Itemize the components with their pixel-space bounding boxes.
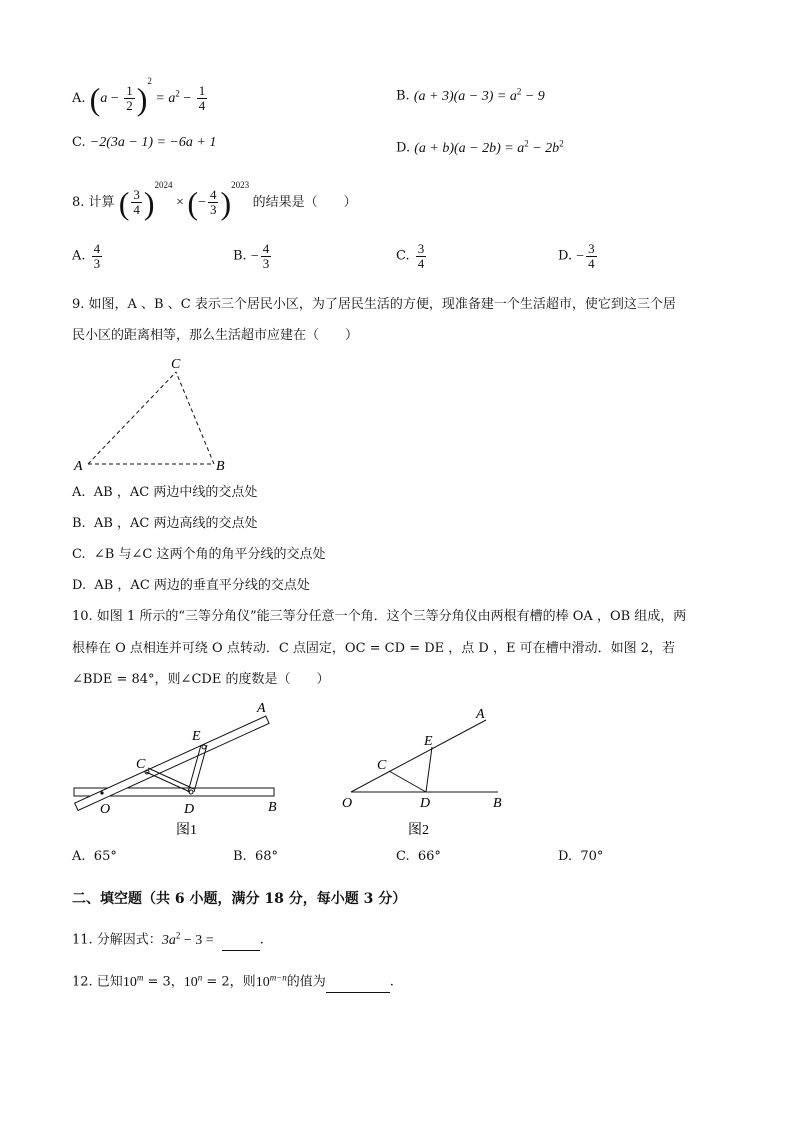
q9-triangle-figure bbox=[70, 352, 240, 477]
option-label: B. bbox=[396, 88, 410, 104]
q7-c-expression: −2(3a − 1) = −6a + 1 bbox=[89, 135, 217, 150]
q10-figure-1 bbox=[70, 696, 290, 841]
q8-option-d: D. − $\frac{3}{4}$ bbox=[558, 241, 595, 271]
q8-option-c: C. $\frac{3}{4}$ bbox=[396, 241, 425, 271]
q12: 12. 已知$10^m = 3$，$10^n = 2$，则$10^{m-n}$的值为 . bbox=[72, 968, 394, 993]
q10-stem-line2: 根棒在 O 点相连并可绕 O 点转动．C 点固定，OC = CD = DE ，点 D ，E 可在槽中滑动．如图 2，若 bbox=[72, 641, 675, 656]
q8-stem bbox=[72, 176, 357, 219]
q11-answer-blank[interactable] bbox=[222, 932, 260, 951]
q9-stem-line2: 民小区的距离相等，那么生活超市应建在（ ） bbox=[72, 328, 359, 343]
label-d: D bbox=[420, 796, 431, 811]
label-c: C bbox=[171, 357, 181, 372]
label-e: E bbox=[424, 734, 433, 749]
label-b: B bbox=[268, 800, 277, 815]
section-title-fill-in: 二、填空题（共 6 小题，满分 18 分，每小题 3 分） bbox=[72, 891, 407, 907]
q10-option-d: D. 70° bbox=[558, 849, 604, 864]
q8-prefix: 8. 计算 bbox=[72, 195, 115, 210]
q7-d-expression: $(a + b)(a - 2b) = a^2 - 2b^2$ bbox=[414, 138, 564, 156]
side-ac bbox=[88, 372, 176, 464]
q7-a-expression: (a − $\frac{1}{2}$ )$^2 = a^2$ − $\frac{1}{4}$ bbox=[89, 76, 206, 117]
ray-oa bbox=[351, 720, 486, 792]
label-c: C bbox=[136, 757, 146, 772]
q7-option-d bbox=[396, 134, 564, 158]
segment-de bbox=[426, 747, 432, 792]
q10-option-c: C. 66° bbox=[396, 849, 441, 864]
q7-option-a bbox=[72, 72, 209, 115]
q8-option-a: A. $\frac{4}{3}$ bbox=[72, 241, 101, 271]
label-d: D bbox=[184, 802, 195, 817]
label-o: O bbox=[342, 796, 353, 811]
segment-cd bbox=[389, 771, 426, 792]
q7-b-expression: $(a + 3)(a - 3) = a^2 - 9$ bbox=[413, 86, 545, 104]
caption-fig1: 图1 bbox=[176, 823, 197, 838]
q9-option-b: B. AB ，AC 两边高线的交点处 bbox=[72, 516, 258, 531]
option-label: D. bbox=[396, 140, 411, 156]
rod-cd-2 bbox=[148, 768, 194, 789]
q10-option-b: B. 68° bbox=[233, 849, 278, 864]
label-b: B bbox=[493, 796, 502, 811]
label-b: B bbox=[216, 459, 225, 474]
q10-stem-line3: ∠BDE = 84°，则∠CDE 的度数是（ ） bbox=[72, 672, 330, 687]
q7-option-c bbox=[72, 134, 216, 152]
q9-option-a: A. AB ，AC 两边中线的交点处 bbox=[72, 485, 258, 500]
label-a: A bbox=[74, 459, 83, 474]
q8-suffix: 的结果是（ ） bbox=[252, 195, 357, 210]
side-bc bbox=[176, 372, 214, 464]
q10-option-a: A. 65° bbox=[72, 849, 117, 864]
option-label: C. bbox=[72, 135, 86, 150]
label-o: O bbox=[100, 802, 111, 817]
q10-figure-2 bbox=[336, 696, 516, 841]
q10-stem-line1: 10. 如图 1 所示的“三等分角仪”能三等分任意一个角．这个三等分角仪由两根有槽的棒 OA ，OB 组成，两 bbox=[72, 609, 687, 624]
label-a: A bbox=[476, 707, 485, 722]
pivot-o bbox=[100, 791, 103, 794]
q7-option-b bbox=[396, 82, 545, 106]
q12-answer-blank[interactable] bbox=[326, 974, 390, 993]
label-e: E bbox=[192, 729, 201, 744]
q9-stem-line1: 9. 如图，A 、B 、C 表示三个居民小区，为了居民生活的方便，现准备建一个生活超市，使它到这三个居 bbox=[72, 297, 676, 312]
caption-fig2: 图2 bbox=[408, 823, 429, 838]
label-a: A bbox=[257, 701, 266, 716]
q8-expression: ( $\frac{3}{4}$ )$^{2024}$ × (− $\frac{4}{3}$ )$^{2023}$ bbox=[118, 180, 250, 221]
q9-option-c: C. ∠B 与∠C 这两个角的角平分线的交点处 bbox=[72, 547, 326, 562]
option-label: A. bbox=[72, 91, 86, 106]
q9-option-d: D. AB ，AC 两边的垂直平分线的交点处 bbox=[72, 578, 310, 593]
q11: 11. 分解因式：$3a^2 - 3$ = . bbox=[72, 926, 264, 951]
label-c: C bbox=[377, 758, 387, 773]
q8-option-b: B. − $\frac{4}{3}$ bbox=[233, 241, 270, 271]
